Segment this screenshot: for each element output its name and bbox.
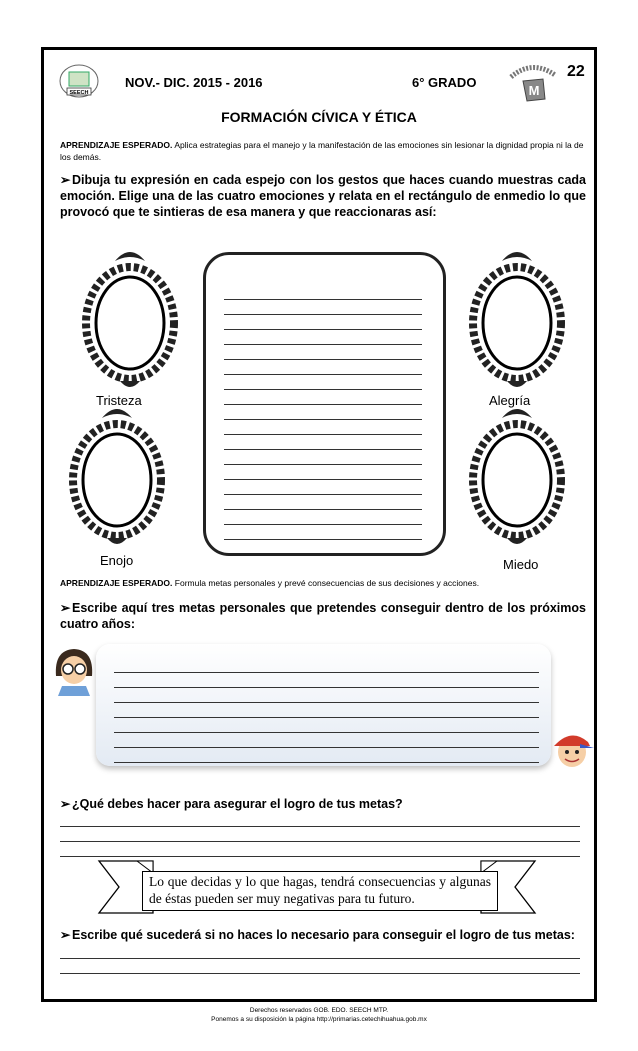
footer-rights: Derechos reservados GOB. EDO. SEECH MTP. [249,1007,389,1014]
expected-learning-1-label: APRENDIZAJE ESPERADO. [60,140,173,150]
seech-logo-text: SEECH [69,90,89,96]
mtp-logo [503,57,561,105]
instruction-1 [60,172,586,220]
goals-lines [114,658,539,763]
expected-learning-2-text: Formula metas personales y prevé consecuencias de sus decisiones y acciones. [174,578,480,588]
arrow-bullet-icon: ➢ [60,601,71,615]
instruction-2-text: Escribe aquí tres metas personales que pretendes conseguir dentro de los próximos cuatro años: [60,601,586,631]
instruction-2 [60,600,586,632]
expected-learning-1-text: Aplica estrategias para el manejo y la manifestación de las emociones sin lesionar la dignidad propia ni la de los demás. [60,140,584,162]
mirror-label-alegria: Alegría [489,393,531,408]
instruction-1-text: Dibuja tu expresión en cada espejo con los gestos que haces cuando muestras cada emoción. Elige una de las cuatro emociones y relata en el rectángulo de enmedio lo que provocó que te sintieras de esa manera y que reaccionaras así: [60,173,586,219]
arrow-bullet-icon: ➢ [60,173,71,187]
page-number: 22 [567,63,585,80]
answer-lines-4[interactable] [60,944,580,974]
answer-lines-3[interactable] [60,812,580,857]
arrow-bullet-icon: ➢ [60,928,71,942]
seech-logo [58,62,100,100]
mirror-label-enojo: Enojo [100,553,134,568]
footer-link: Ponemos a su disposición la página http://primarias.cetechihuahua.gob.mx [211,1016,427,1023]
expected-learning-1 [60,139,590,163]
question-3-text: ¿Qué debes hacer para asegurar el logro de tus metas? [72,797,403,811]
expected-learning-2 [60,577,590,589]
story-lines [224,285,422,540]
page-title: FORMACIÓN CÍVICA Y ÉTICA [221,109,417,125]
mirror-enojo [67,400,167,550]
expected-learning-2-label: APRENDIZAJE ESPERADO. [60,578,173,588]
svg-text:M: M [528,83,540,98]
arrow-bullet-icon: ➢ [60,797,71,811]
mirror-miedo [467,400,567,550]
grade-label: 6° GRADO [412,75,477,90]
warning-banner-text: Lo que decidas y lo que hagas, tendrá consecuencias y algunas de éstas pueden ser muy negativas para tu futuro. [142,871,498,911]
girl-avatar-icon [52,646,96,696]
mirror-label-tristeza: Tristeza [96,393,142,408]
mirror-label-miedo: Miedo [503,557,539,572]
mirror-alegria [467,243,567,393]
story-writing-box[interactable] [203,252,446,556]
goals-writing-box[interactable] [96,644,551,766]
mirror-tristeza [80,243,180,393]
instruction-4 [60,927,586,943]
question-3 [60,796,586,812]
period-label: NOV.- DIC. 2015 - 2016 [125,75,263,90]
boy-avatar-icon [550,726,594,774]
instruction-4-text: Escribe qué sucederá si no haces lo necesario para conseguir el logro de tus metas: [72,928,575,942]
